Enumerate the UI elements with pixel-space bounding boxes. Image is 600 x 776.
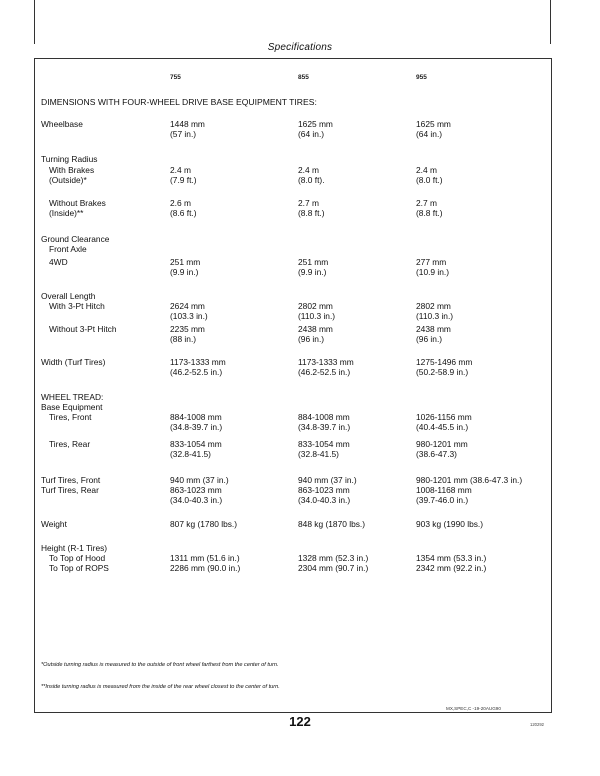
spec-value-line: (34.8-39.7 in.) bbox=[298, 422, 351, 432]
spec-value-line bbox=[170, 402, 222, 412]
spec-label-line: WHEEL TREAD: bbox=[41, 392, 104, 402]
spec-label bbox=[41, 392, 103, 422]
spec-value-line: 2304 mm (90.7 in.) bbox=[298, 563, 369, 573]
spec-value-line: 2802 mm bbox=[298, 301, 333, 311]
spec-value bbox=[298, 357, 354, 377]
spec-value bbox=[416, 291, 453, 321]
spec-value bbox=[170, 475, 229, 505]
spec-value-line: (96 in.) bbox=[298, 334, 325, 344]
column-header-755: 755 bbox=[170, 74, 181, 81]
footnote-inside-radius: **Inside turning radius is measured from the inside of the rear wheel closest to the center of turn. bbox=[41, 684, 280, 690]
spec-value-line bbox=[298, 402, 350, 412]
spec-value-line bbox=[416, 543, 486, 553]
spec-value-line: (64 in.) bbox=[298, 129, 325, 139]
spec-value-line: 903 kg (1990 lbs.) bbox=[416, 519, 484, 529]
spec-value bbox=[170, 165, 197, 185]
spec-value-line bbox=[298, 543, 368, 553]
spec-value-line: 884-1008 mm bbox=[170, 412, 222, 422]
spec-value-line bbox=[298, 392, 350, 402]
spec-value-line: 1448 mm bbox=[170, 119, 205, 129]
spec-value-line: 1173-1333 mm bbox=[298, 357, 354, 367]
spec-value bbox=[170, 198, 197, 218]
spec-label-line: Height (R-1 Tires) bbox=[41, 543, 108, 553]
spec-value-line: 2.4 m bbox=[416, 165, 437, 175]
spec-value-line: 863-1023 mm bbox=[170, 485, 222, 495]
page-title: Specifications bbox=[267, 42, 333, 53]
spec-value bbox=[170, 392, 222, 432]
spec-value bbox=[170, 291, 208, 321]
spec-label-line: With 3-Pt Hitch bbox=[49, 301, 105, 311]
spec-label-line: Tires, Front bbox=[49, 412, 92, 422]
spec-value-line: (8.0 ft.) bbox=[416, 175, 443, 185]
spec-label-line: To Top of Hood bbox=[49, 553, 106, 563]
spec-value-line: (39.7-46.0 in.) bbox=[416, 495, 469, 505]
spec-value bbox=[298, 439, 350, 459]
spec-value-line: 277 mm bbox=[416, 257, 447, 267]
spec-value bbox=[298, 257, 328, 277]
spec-label-line: Overall Length bbox=[41, 291, 96, 301]
spec-value bbox=[416, 198, 443, 218]
spec-value bbox=[170, 357, 226, 377]
spec-value bbox=[170, 119, 205, 139]
spec-label bbox=[41, 324, 117, 334]
spec-label bbox=[41, 234, 109, 254]
spec-value-line bbox=[416, 291, 453, 301]
spec-value-line: 833-1054 mm bbox=[298, 439, 350, 449]
spec-label-line: Tires, Rear bbox=[49, 439, 91, 449]
spec-value-line: 2235 mm bbox=[170, 324, 205, 334]
spec-value-line: (34.0-40.3 in.) bbox=[170, 495, 223, 505]
spec-value bbox=[170, 519, 237, 529]
spec-label-line: (Inside)** bbox=[49, 208, 84, 218]
spec-label bbox=[41, 543, 109, 573]
spec-label bbox=[41, 165, 94, 185]
spec-frame bbox=[34, 58, 552, 713]
spec-label-line: Ground Clearance bbox=[41, 234, 110, 244]
spec-label bbox=[41, 119, 83, 129]
spec-label-line: Base Equipment bbox=[41, 402, 103, 412]
spec-label-line: Turf Tires, Front bbox=[41, 475, 101, 485]
spec-value bbox=[416, 543, 486, 573]
bottom-rule bbox=[34, 712, 551, 713]
spec-value bbox=[170, 324, 205, 344]
spec-label-line: Width (Turf Tires) bbox=[41, 357, 106, 367]
spec-value-line bbox=[416, 392, 472, 402]
spec-value-line: 1173-1333 mm bbox=[170, 357, 226, 367]
spec-value-line: (7.9 ft.) bbox=[170, 175, 197, 185]
spec-value-line bbox=[416, 402, 472, 412]
top-right-rule bbox=[550, 0, 551, 44]
spec-value-line: 980-1201 mm (38.6-47.3 in.) bbox=[416, 475, 523, 485]
spec-value bbox=[416, 439, 468, 459]
spec-value bbox=[416, 324, 451, 344]
spec-value bbox=[170, 257, 200, 277]
spec-value-line: 884-1008 mm bbox=[298, 412, 350, 422]
spec-value bbox=[298, 119, 333, 139]
spec-value-line: (50.2-58.9 in.) bbox=[416, 367, 469, 377]
spec-value-line: 1328 mm (52.3 in.) bbox=[298, 553, 369, 563]
spec-value bbox=[298, 543, 368, 573]
spec-label-line: Turf Tires, Rear bbox=[41, 485, 99, 495]
spec-value-line bbox=[298, 291, 335, 301]
spec-value-line bbox=[170, 291, 208, 301]
spec-value bbox=[298, 198, 325, 218]
spec-value-line: (57 in.) bbox=[170, 129, 197, 139]
spec-value-line: 807 kg (1780 lbs.) bbox=[170, 519, 238, 529]
spec-value-line: (88 in.) bbox=[170, 334, 197, 344]
spec-value-line: 2.7 m bbox=[298, 198, 319, 208]
spec-value bbox=[298, 392, 350, 432]
spec-value bbox=[170, 439, 222, 459]
spec-value bbox=[298, 324, 333, 344]
doc-id: 120292 bbox=[530, 722, 544, 727]
spec-label bbox=[41, 257, 68, 267]
spec-label bbox=[41, 357, 105, 367]
spec-value-line: (32.8-41.5) bbox=[170, 449, 211, 459]
spec-label-line: Without 3-Pt Hitch bbox=[49, 324, 117, 334]
spec-value-line: (32.8-41.5) bbox=[298, 449, 339, 459]
spec-value-line: 1625 mm bbox=[298, 119, 333, 129]
spec-value bbox=[416, 257, 449, 277]
spec-label bbox=[41, 439, 90, 449]
spec-value-line: 833-1054 mm bbox=[170, 439, 222, 449]
spec-value-line: (8.8 ft.) bbox=[298, 208, 325, 218]
spec-value bbox=[298, 291, 335, 321]
spec-value-line: 2.4 m bbox=[170, 165, 191, 175]
spec-label bbox=[41, 519, 67, 529]
spec-value bbox=[416, 357, 472, 377]
spec-value-line: (8.6 ft.) bbox=[170, 208, 197, 218]
spec-value-line: (110.3 in.) bbox=[298, 311, 336, 321]
spec-value-line: 2286 mm (90.0 in.) bbox=[170, 563, 241, 573]
spec-label-line: Front Axle bbox=[49, 244, 87, 254]
column-header-855: 855 bbox=[298, 74, 309, 81]
spec-value-line: 1026-1156 mm bbox=[416, 412, 472, 422]
spec-value-line bbox=[170, 392, 222, 402]
spec-value-line: 2438 mm bbox=[416, 324, 451, 334]
spec-value-line: 251 mm bbox=[298, 257, 329, 267]
spec-label bbox=[41, 198, 106, 218]
spec-value-line: 940 mm (37 in.) bbox=[298, 475, 357, 485]
spec-value-line: 2624 mm bbox=[170, 301, 205, 311]
spec-value-line: (8.8 ft.) bbox=[416, 208, 443, 218]
spec-label-line: To Top of ROPS bbox=[49, 563, 109, 573]
spec-value bbox=[298, 519, 365, 529]
spec-value-line: (40.4-45.5 in.) bbox=[416, 422, 469, 432]
spec-value-line: 2.6 m bbox=[170, 198, 191, 208]
spec-label-line: Weight bbox=[41, 519, 67, 529]
spec-value-line: (10.9 in.) bbox=[416, 267, 450, 277]
spec-value-line: (9.9 in.) bbox=[298, 267, 327, 277]
spec-label-line: 4WD bbox=[49, 257, 68, 267]
spec-value bbox=[170, 543, 240, 573]
spec-label bbox=[41, 475, 100, 495]
spec-value-line: (96 in.) bbox=[416, 334, 443, 344]
spec-label bbox=[41, 291, 105, 311]
spec-value-line: 1354 mm (53.3 in.) bbox=[416, 553, 487, 563]
spec-value bbox=[416, 392, 472, 432]
spec-value bbox=[416, 475, 522, 505]
spec-value-line: (103.3 in.) bbox=[170, 311, 208, 321]
spec-value bbox=[298, 475, 357, 505]
spec-value bbox=[416, 119, 451, 139]
spec-label-line: (Outside)* bbox=[49, 175, 87, 185]
spec-value-line: 1008-1168 mm bbox=[416, 485, 472, 495]
spec-value-line: 1275-1496 mm bbox=[416, 357, 473, 367]
column-header-955: 955 bbox=[416, 74, 427, 81]
spec-value-line: 2.4 m bbox=[298, 165, 319, 175]
section-title: DIMENSIONS WITH FOUR-WHEEL DRIVE BASE EQUIPMENT TIRES: bbox=[41, 97, 317, 107]
spec-value-line: (34.0-40.3 in.) bbox=[298, 495, 351, 505]
spec-label bbox=[41, 154, 97, 164]
spec-value-line: 2802 mm bbox=[416, 301, 451, 311]
spec-value-line: 2438 mm bbox=[298, 324, 333, 334]
spec-value bbox=[416, 519, 483, 529]
spec-value bbox=[416, 165, 443, 185]
spec-value-line: (110.3 in.) bbox=[416, 311, 454, 321]
spec-value-line: (38.6-47.3) bbox=[416, 449, 457, 459]
spec-value-line: 940 mm (37 in.) bbox=[170, 475, 229, 485]
spec-value-line: (34.8-39.7 in.) bbox=[170, 422, 223, 432]
spec-value-line: 2.7 m bbox=[416, 198, 437, 208]
spec-label-line: Wheelbase bbox=[41, 119, 83, 129]
spec-value-line bbox=[170, 543, 240, 553]
spec-value-line: 980-1201 mm bbox=[416, 439, 468, 449]
spec-value-line: (64 in.) bbox=[416, 129, 443, 139]
spec-value-line: (9.9 in.) bbox=[170, 267, 199, 277]
spec-value-line: 1311 mm (51.6 in.) bbox=[170, 553, 240, 563]
spec-value-line: (46.2-52.5 in.) bbox=[298, 367, 351, 377]
doc-code: MX,SPEC,C -19-20AUG90 bbox=[446, 706, 501, 711]
spec-value-line: 848 kg (1870 lbs.) bbox=[298, 519, 366, 529]
spec-value-line: (46.2-52.5 in.) bbox=[170, 367, 223, 377]
page-number: 122 bbox=[289, 714, 311, 729]
spec-label-line: Without Brakes bbox=[49, 198, 106, 208]
spec-value-line: 2342 mm (92.2 in.) bbox=[416, 563, 487, 573]
top-left-rule bbox=[34, 0, 35, 44]
spec-value-line: 251 mm bbox=[170, 257, 201, 267]
spec-label-line: Turning Radius bbox=[41, 154, 98, 164]
footnote-outside-radius: *Outside turning radius is measured to the outside of front wheel farthest from the center of turn. bbox=[41, 662, 279, 668]
spec-value-line: 863-1023 mm bbox=[298, 485, 350, 495]
spec-value bbox=[298, 165, 325, 185]
spec-label-line: With Brakes bbox=[49, 165, 95, 175]
spec-value-line: (8.0 ft). bbox=[298, 175, 325, 185]
spec-value-line: 1625 mm bbox=[416, 119, 451, 129]
